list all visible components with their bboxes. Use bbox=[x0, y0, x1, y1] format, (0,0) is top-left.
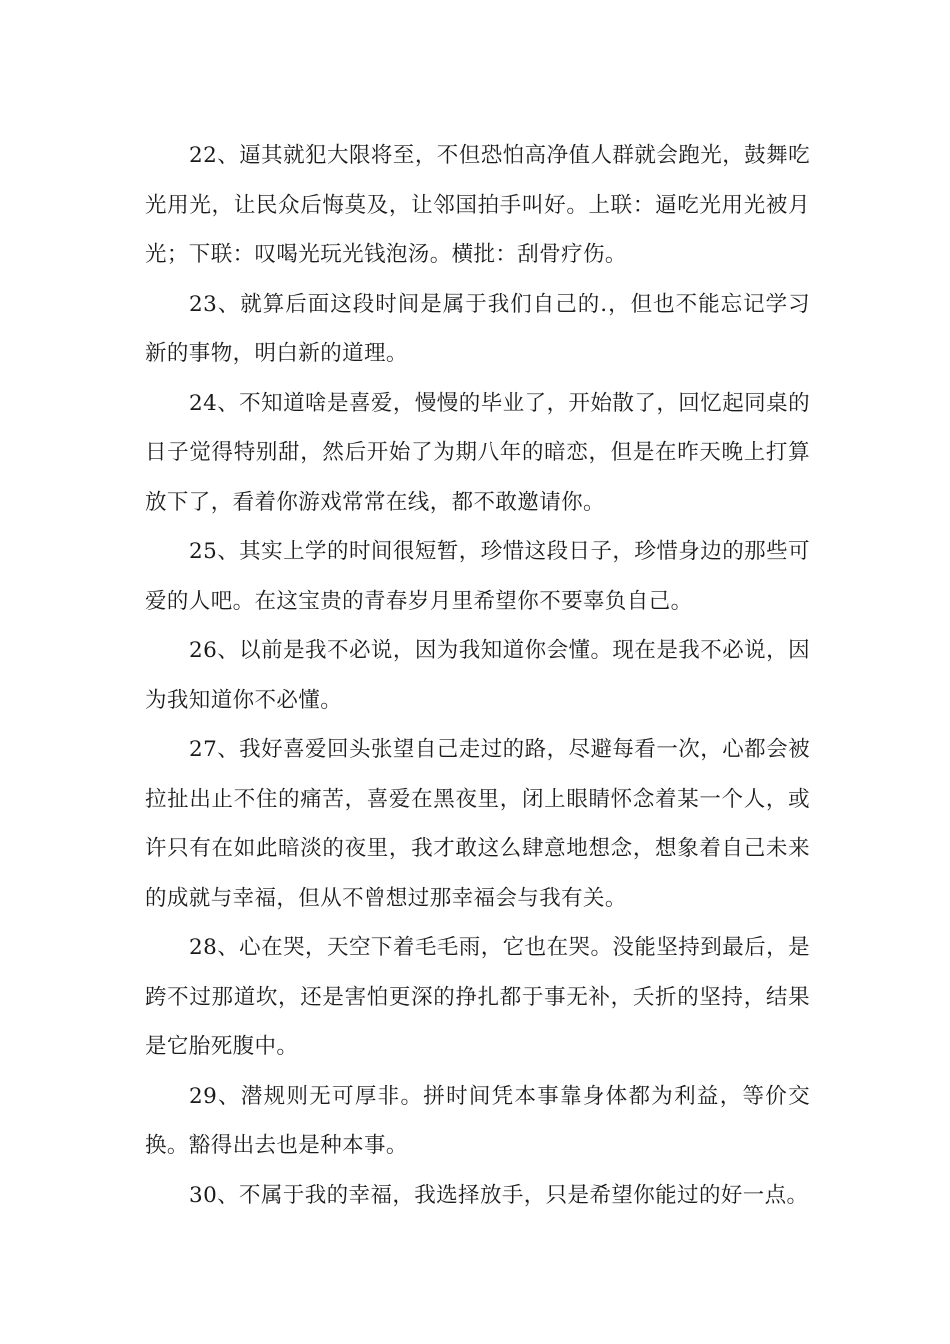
paragraph-23: 23、就算后面这段时间是属于我们自己的.，但也不能忘记学习新的事物，明白新的道理。 bbox=[145, 291, 810, 366]
paragraph-25: 25、其实上学的时间很短暂，珍惜这段日子，珍惜身边的那些可爱的人吧。在这宝贵的青春岁月里希望你不要辜负自己。 bbox=[145, 539, 810, 614]
paragraph-22: 22、逼其就犯大限将至，不但恐怕高净值人群就会跑光，鼓舞吃光用光，让民众后悔莫及，让邻国拍手叫好。上联：逼吃光用光被月光；下联：叹喝光玩光钱泡汤。横批：刮骨疗伤。 bbox=[145, 143, 810, 267]
document-body bbox=[145, 131, 810, 1220]
paragraph-27: 27、我好喜爱回头张望自己走过的路，尽避每看一次，心都会被拉扯出止不住的痛苦，喜爱在黑夜里，闭上眼睛怀念着某一个人，或许只有在如此暗淡的夜里，我才敢这么肆意地想念，想象着自己未来的成就与幸福，但从不曾想过那幸福会与我有关。 bbox=[145, 737, 810, 911]
paragraph-28: 28、心在哭，天空下着毛毛雨，它也在哭。没能坚持到最后，是跨不过那道坎，还是害怕更深的挣扎都于事无补，夭折的坚持，结果是它胎死腹中。 bbox=[145, 935, 810, 1059]
paragraph-26: 26、以前是我不必说，因为我知道你会懂。现在是我不必说，因为我知道你不必懂。 bbox=[145, 638, 810, 713]
paragraph-30: 30、不属于我的幸福，我选择放手，只是希望你能过的好一点。 bbox=[189, 1182, 809, 1208]
paragraph-29: 29、潜规则无可厚非。拼时间凭本事靠身体都为利益，等价交换。豁得出去也是种本事。 bbox=[145, 1083, 810, 1158]
paragraph-24: 24、不知道啥是喜爱，慢慢的毕业了，开始散了，回忆起同桌的日子觉得特别甜，然后开始了为期八年的暗恋，但是在昨天晚上打算放下了，看着你游戏常常在线，都不敢邀请你。 bbox=[145, 390, 810, 515]
